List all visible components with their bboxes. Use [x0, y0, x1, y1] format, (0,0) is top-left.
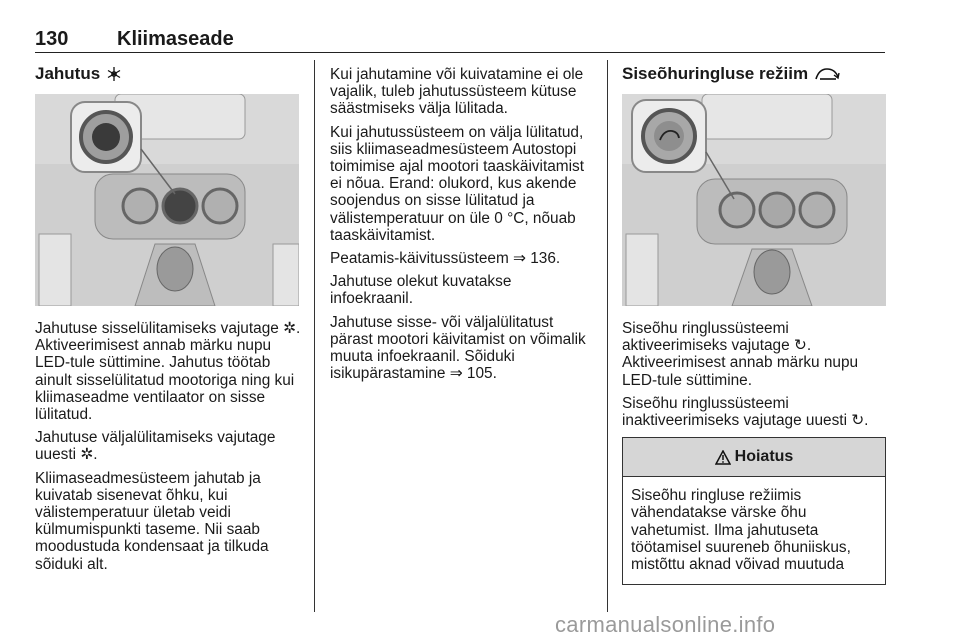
warning-box — [622, 437, 886, 585]
recirculation-button-photo — [622, 94, 886, 306]
page-number: 130 — [35, 28, 69, 50]
recirculation-icon — [814, 67, 840, 81]
cooling-paragraph-2: Jahutuse väljalülitamiseks vajutage uuesti ✲. — [35, 429, 276, 464]
cooling-paragraph-6: Jahutuse olekut kuvatakse infoekraanil. — [330, 273, 512, 308]
cooling-paragraph-3: Kliimaseadmesüsteem jahutab ja kuivatab sisenevat õhku, kui välistemperatuur ületab veidi külmumispunkti taseme. Nii saab moodustuda kondensaat ja tilkuda sõiduki alt. — [35, 469, 269, 573]
cooling-paragraph-7: Jahutuse sisse- või väljalülitatust pärast mootori käivitamist on võimalik muuta infoekraanil. Sõiduki isikupärastamine ⇒ 105. — [330, 313, 586, 383]
recirculation-paragraph-2: Siseõhu ringlussüsteemi inaktiveerimiseks vajutage uuesti ↻. — [622, 394, 869, 430]
recirculation-paragraph-1: Siseõhu ringlussüsteemi aktiveerimiseks vajutage ↻. Aktiveerimisest annab märku nupu LED-tule süttimine. — [622, 320, 859, 389]
stop-start-reference: Peatamis-käivitussüsteem ⇒ 136. — [330, 250, 561, 268]
page-header — [35, 22, 885, 53]
warning-title: Hoiatus — [734, 448, 794, 466]
column-divider — [314, 60, 315, 612]
warning-text: Siseõhu ringluse režiimis vähendatakse värske õhu vahetumist. Ilma jahutuseta töötamisel suureneb õhuniiskus, mistõttu aknad võivad muutuda — [631, 487, 851, 574]
cooling-paragraph-4: Kui jahutamine või kuivatamine ei ole vajalik, tuleb jahutussüsteem kütuse säästmiseks välja lülitada. — [330, 66, 584, 118]
snowflake-icon — [106, 66, 122, 82]
cooling-paragraph-1: Jahutuse sisselülitamiseks vajutage ✲. Aktiveerimisest annab märku nupu LED-tule süttimine. Jahutus töötab ainult sisselülitatud mootoriga ning kui kliimaseadme ventilaator on sisse lülitatud. — [35, 320, 301, 424]
warning-header — [623, 438, 885, 477]
section-heading-recirculation: Siseõhuringluse režiim — [622, 64, 887, 84]
column-divider — [607, 60, 608, 612]
cooling-button-photo — [35, 94, 299, 306]
warning-triangle-icon — [715, 450, 731, 465]
watermark: carmanualsonline.info — [555, 612, 776, 637]
chapter-title: Kliimaseade — [117, 28, 234, 50]
section-heading-cooling: Jahutus — [35, 64, 303, 84]
column-cooling-continued — [330, 66, 598, 388]
column-cooling — [35, 56, 303, 579]
cooling-paragraph-5: Kui jahutussüsteem on välja lülitatud, siis kliimaseadmesüsteem Autostopi toimimise ajal mootori taaskäivitamist ei nõua. Erand: olukord, kus akende soojendus on sisse lülitatud ja välistemperatuur on üle 0 °C, nõuab taaskäivitamist. — [330, 123, 585, 244]
column-recirculation — [622, 56, 887, 585]
